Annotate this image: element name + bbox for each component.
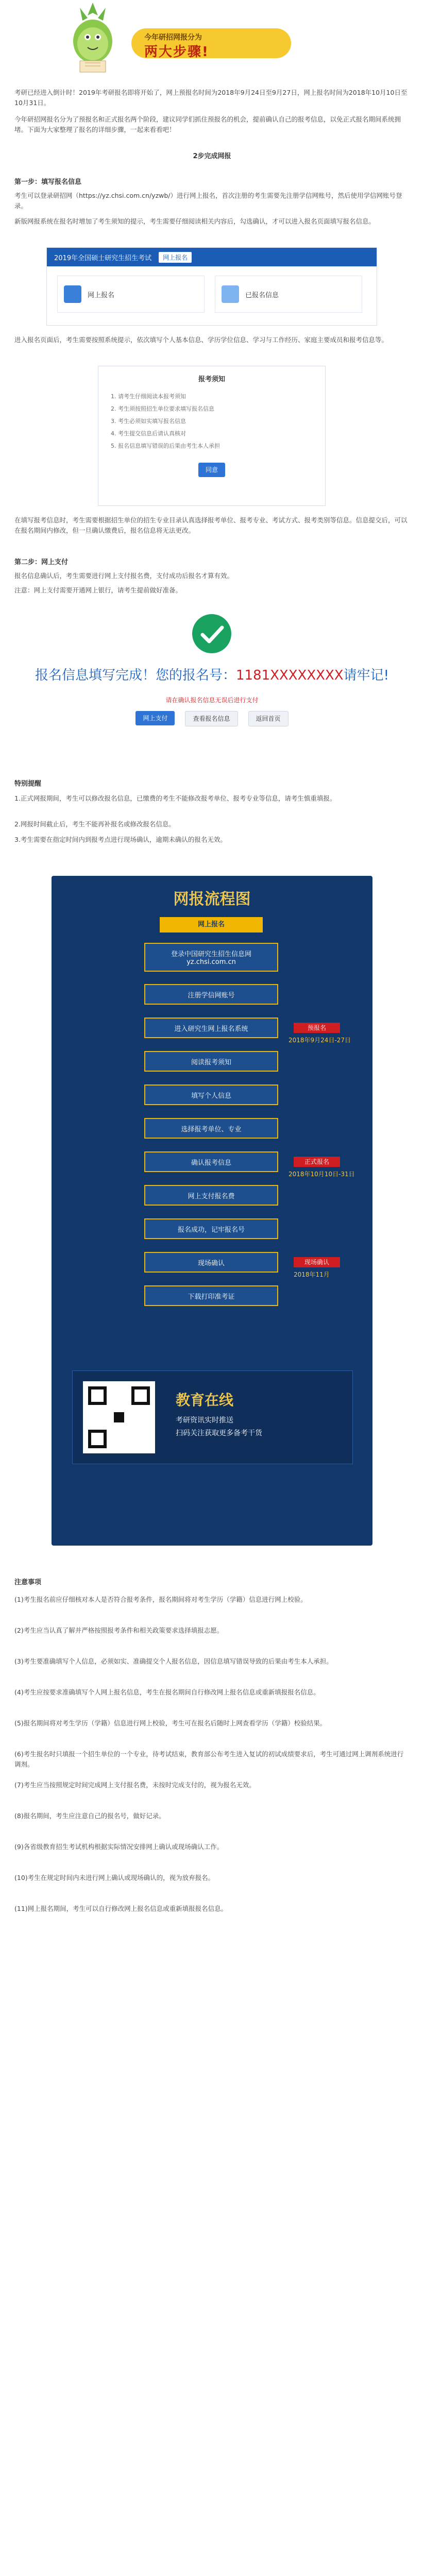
confirmation-panel — [0, 608, 424, 762]
tab-online-registration[interactable]: 网上报名 — [159, 252, 192, 263]
confirmation-date: 2018年11月 — [294, 1271, 330, 1278]
flow-step: 填写个人信息 — [144, 1084, 278, 1105]
notice-heading: 报考须知 — [198, 376, 225, 383]
confirmation-line2: 请牢记! — [343, 668, 389, 683]
notice-line: 5. 报名信息填写错误的后果由考生本人承担 — [111, 443, 220, 449]
flow-step: 下载打印准考证 — [144, 1285, 278, 1306]
step1-heading: 第一步：填写报名信息 — [14, 178, 82, 186]
step2-heading: 第二步：网上支付 — [14, 558, 69, 566]
confirmation-message — [0, 665, 424, 684]
step2-paragraph-2: 注意：网上支付需要开通网上银行，请考生提前做好准备。 — [14, 586, 182, 594]
confirmation-line1: 报名信息填写完成！您的报名号： — [35, 668, 236, 683]
note-item: (5)报名期间将对考生学历（学籍）信息进行网上校验，考生可在报名后随时上网查看学历（学籍）校验结果。 — [14, 1719, 327, 1727]
pay-button[interactable]: 网上支付 — [135, 711, 175, 725]
hero-subtitle: 今年研招网报分为 — [144, 33, 202, 42]
step1-paragraph-2: 新版网报系统在报名时增加了考生须知的提示，考生需要仔细阅读相关内容后，勾选确认，才可以进入报名页面填写报名信息。 — [14, 217, 376, 225]
note-item: (3)考生要准确填写个人信息，必须如实、准确提交个人报名信息，因信息填写错误导致的后果由考生本人承担。 — [14, 1657, 333, 1665]
pre-registration-tag: 预报名 — [294, 1023, 340, 1033]
confirmation-tag: 现场确认 — [294, 1257, 340, 1267]
flow-step: 注册学信网账号 — [144, 984, 278, 1005]
reminder-2: 2.网报时间截止后，考生不能再补报名或修改报名信息。 — [14, 820, 175, 828]
note-item: (8)报名期间，考生应注意自己的报名号，做好记录。 — [14, 1812, 165, 1820]
promo-box — [72, 1370, 353, 1464]
success-check-icon — [191, 613, 232, 654]
intro-paragraph-1: 考研已经进入倒计时！2019年考研报名即将开始了，网上预报名时间为2018年9月24日至9月27日，网上报名时间为2018年10月10日至10月31日。 — [14, 89, 408, 107]
flow-step: 阅读报考须知 — [144, 1051, 278, 1072]
mascot-icon — [64, 0, 121, 77]
note-item: (9)各省级教育招生考试机构根据实际情况安排网上确认或现场确认工作。 — [14, 1843, 224, 1851]
flowchart-panel — [52, 876, 372, 1546]
step2-paragraph-1: 报名信息确认后，考生需要进行网上支付报名费，支付成功后报名才算有效。 — [14, 572, 234, 580]
note-item: (11)网上报名期间，考生可以自行修改网上报名信息或重新填报报名信息。 — [14, 1905, 228, 1912]
list-icon — [222, 285, 239, 303]
flow-step: 登录中国研究生招生信息网 yz.chsi.com.cn — [144, 943, 278, 972]
screenshot-banner-title: 2019年全国硕士研究生招生考试 — [54, 254, 152, 262]
section-title: 2步完成网报 — [193, 152, 231, 160]
card-online-registration-label: 网上报名 — [88, 291, 115, 299]
flowchart-title: 网报流程图 — [173, 890, 251, 908]
reminder-heading: 特别提醒 — [14, 780, 42, 788]
note-item: (4)考生应按要求准确填写个人网上报名信息，考生在报名期间自行修改网上报名信息或重新填报报名信息。 — [14, 1688, 320, 1696]
promo-brand: 教育在线 — [176, 1392, 234, 1409]
notes-heading: 注意事项 — [14, 1579, 42, 1586]
screenshot-registration-home — [46, 247, 377, 326]
flow-step: 网上支付报名费 — [144, 1185, 278, 1206]
formal-registration-tag: 正式报名 — [294, 1157, 340, 1167]
flow-step: 进入研究生网上报名系统 — [144, 1018, 278, 1038]
card-registered-info[interactable] — [215, 276, 362, 313]
registration-number: 1181XXXXXXXX — [235, 668, 344, 683]
notice-line: 3. 考生必须如实填写报名信息 — [111, 418, 186, 425]
card-registered-info-label: 已报名信息 — [245, 291, 279, 299]
confirmation-warning: 请在确认报名信息无误后进行支付 — [165, 697, 259, 704]
card-online-registration[interactable] — [57, 276, 205, 313]
pre-registration-date: 2018年9月24日-27日 — [289, 1037, 351, 1044]
note-item: (1)考生报名前应仔细核对本人是否符合报考条件，报名期间将对考生学历（学籍）信息进行网上校验。 — [14, 1596, 307, 1603]
formal-registration-date: 2018年10月10日-31日 — [289, 1171, 355, 1178]
document-icon — [64, 285, 81, 303]
step1-paragraph-4: 在填写报考信息时，考生需要根据招生单位的招生专业目录认真选择报考单位、报考专业、考试方式、报考类别等信息。信息提交后，可以在报名期间内修改，但一旦确认缴费后，报名信息将无法更改。 — [14, 516, 408, 534]
screenshot-banner — [47, 248, 377, 266]
flowchart-header: 网上报名 — [160, 917, 263, 933]
hero-banner — [0, 0, 424, 80]
flow-step: 报名成功，记牢报名号 — [144, 1218, 278, 1239]
flow-step: 选择报考单位、专业 — [144, 1118, 278, 1139]
reminder-1: 1.正式网报期间，考生可以修改报名信息，已缴费的考生不能修改报考单位、报考专业等信息，请考生慎重填报。 — [14, 794, 336, 802]
screenshot-notice — [98, 366, 326, 506]
note-item: (10)考生在规定时间内未进行网上确认或现场确认的，视为放弃报名。 — [14, 1874, 215, 1882]
hero-title: 两大步骤! — [144, 44, 209, 60]
back-home-button[interactable]: 返回首页 — [248, 711, 289, 726]
note-item: (7)考生应当按照规定时间完成网上支付报名费，未按时完成支付的，视为报名无效。 — [14, 1781, 256, 1789]
promo-line2: 扫码关注获取更多备考干货 — [176, 1429, 262, 1437]
agree-button[interactable]: 同意 — [198, 463, 225, 477]
note-item: (2)考生应当认真了解并严格按照报考条件和相关政策要求选择填报志愿。 — [14, 1626, 224, 1634]
note-item: (6)考生报名时只填报一个招生单位的一个专业，待考试结束，教育部公布考生进入复试的初试成绩要求后，考生可通过网上调剂系统进行调剂。 — [14, 1750, 404, 1768]
notice-line: 2. 考生须按照招生单位要求填写报名信息 — [111, 405, 214, 412]
reminder-3: 3.考生需要在指定时间内到报考点进行现场确认，逾期未确认的报名无效。 — [14, 836, 227, 843]
step1-paragraph-3: 进入报名页面后，考生需要按照系统提示，依次填写个人基本信息、学历学位信息、学习与工作经历、家庭主要成员和报考信息等。 — [14, 336, 388, 344]
intro-paragraph-2: 今年研招网报名分为了预报名和正式报名两个阶段，建议同学们抓住预报名的机会，提前确认自己的报考信息，以免正式报名期间系统拥堵。下面为大家整理了报名的详细步骤，一起来看看吧！ — [14, 115, 401, 133]
step1-paragraph-1: 考生可以登录研招网（https://yz.chsi.com.cn/yzwb/）进行网上报名，首次注册的考生需要先注册学信网账号，然后使用学信网账号登录。 — [14, 192, 402, 210]
promo-line1: 考研资讯实时推送 — [176, 1416, 233, 1425]
flow-step: 现场确认 — [144, 1252, 278, 1273]
flow-step: 确认报考信息 — [144, 1151, 278, 1172]
notice-line: 4. 考生提交信息后请认真核对 — [111, 430, 186, 437]
qr-code-icon — [83, 1381, 155, 1453]
notice-line: 1. 请考生仔细阅读本报考须知 — [111, 393, 186, 400]
view-info-button[interactable]: 查看报名信息 — [185, 711, 238, 726]
